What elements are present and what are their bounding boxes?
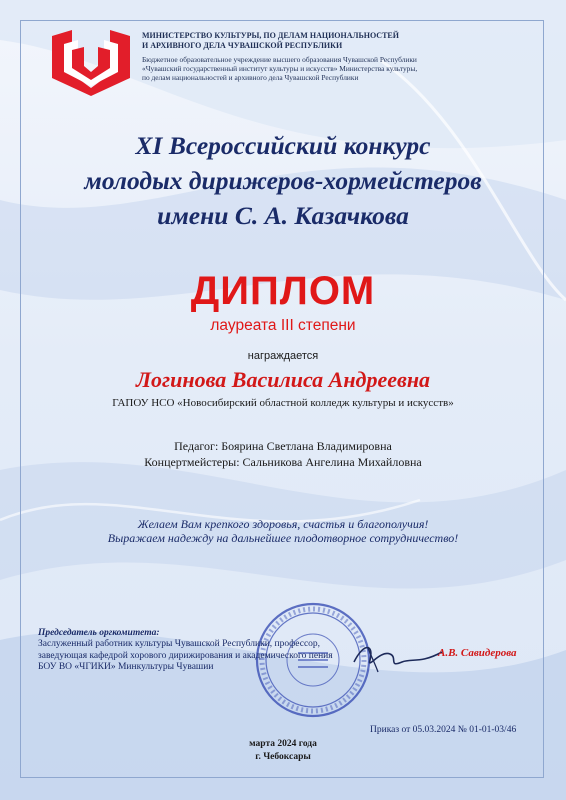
recipient-name: Логинова Василиса Андреевна: [135, 367, 431, 392]
issue-date: марта 2024 года: [249, 739, 317, 749]
chairman-name: А.В. Савидерова: [438, 647, 517, 659]
institute-line-1: Бюджетное образовательное учреждение высшего образования Чувашской Республики: [142, 55, 417, 64]
ministry-name: [142, 31, 472, 50]
teacher-line: Педагог: Боярина Светлана Владимировна: [174, 439, 392, 453]
accompanists-line: Концертмейстеры: Сальникова Ангелина Михайловна: [144, 455, 422, 469]
wish-line-2: Выражаем надежду на дальнейшее плодотворное сотрудничество!: [107, 531, 459, 545]
recipient-college: ГАПОУ НСО «Новосибирский областной колледж культуры и искусств»: [112, 397, 454, 409]
awarded-text: награждается: [247, 350, 319, 362]
institute-line-2: «Чувашский государственный институт культуры и искусств» Министерства культуры,: [142, 64, 418, 73]
chairman-label: Председатель оргкомитета:: [38, 628, 160, 638]
chairman-position-line-3: БОУ ВО «ЧГИКИ» Минкультуры Чувашии: [38, 662, 214, 672]
order-reference: Приказ от 05.03.2024 № 01-01-03/46: [370, 725, 517, 735]
issue-city: г. Чебоксары: [255, 752, 311, 762]
institute-line-3: по делам национальностей и архивного дела Чувашской Республики: [142, 73, 359, 82]
competition-title: [40, 128, 526, 233]
chairman-position: [38, 639, 418, 674]
competition-line-2: молодых дирижеров-хормейстеров: [84, 166, 482, 195]
competition-line-1: XI Всероссийский конкурс: [135, 131, 431, 160]
wish-line-1: Желаем Вам крепкого здоровья, счастья и благополучия!: [137, 517, 429, 531]
chairman-position-line-1: Заслуженный работник культуры Чувашской Республики, профессор,: [38, 639, 321, 649]
diploma-heading: ДИПЛОМ: [190, 269, 376, 313]
ministry-line-1: МИНИСТЕРСТВО КУЛЬТУРЫ, ПО ДЕЛАМ НАЦИОНАЛЬНОСТЕЙ: [142, 31, 399, 40]
institute-name: [142, 55, 472, 82]
ministry-line-2: И АРХИВНОГО ДЕЛА ЧУВАШСКОЙ РЕСПУБЛИКИ: [142, 40, 343, 50]
institute-logo-icon: [50, 30, 132, 96]
competition-line-3: имени С. А. Казачкова: [157, 201, 409, 230]
diploma-degree: лауреата III степени: [210, 317, 356, 334]
chairman-position-line-2: заведующая кафедрой хорового дирижирования и академического пения: [38, 650, 333, 661]
